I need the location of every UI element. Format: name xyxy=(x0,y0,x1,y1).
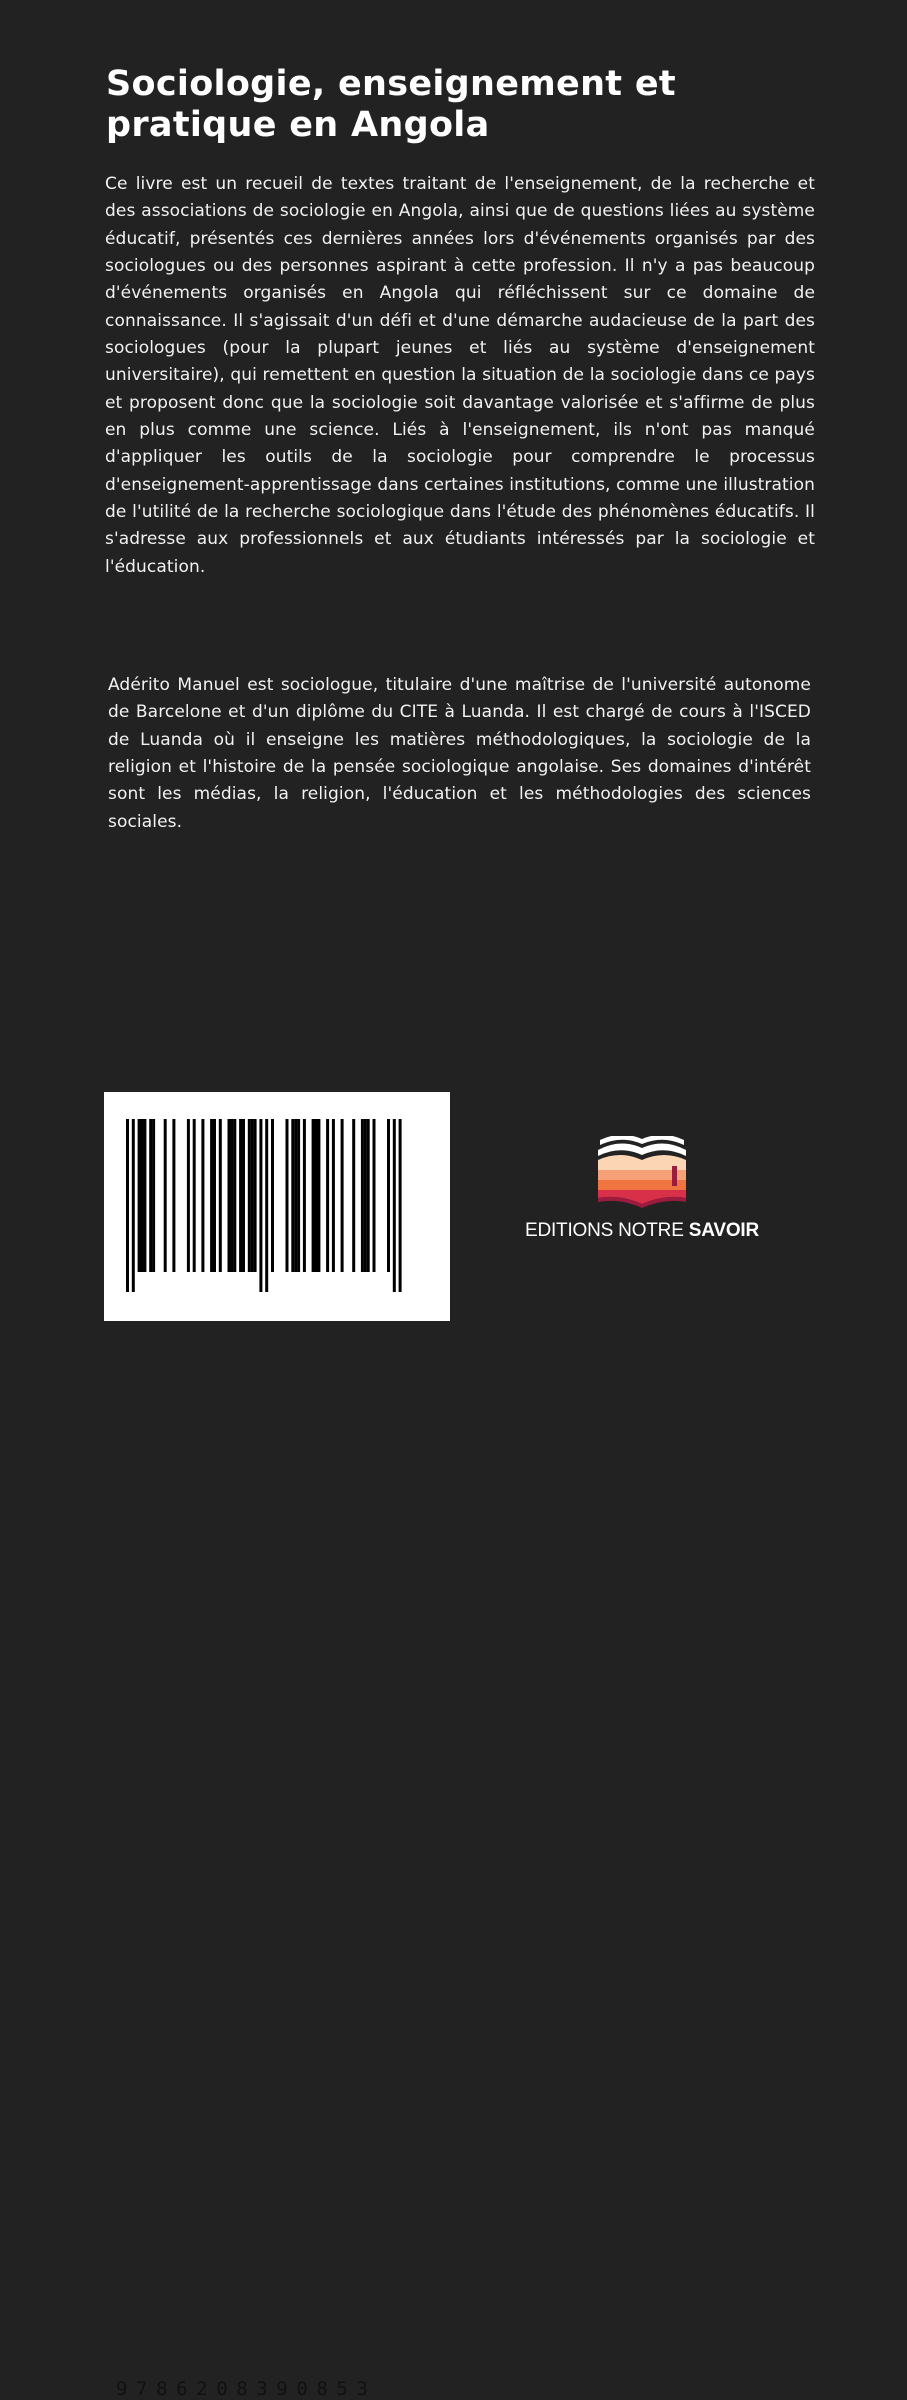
barcode-bar xyxy=(259,1119,262,1292)
author-bio: Adérito Manuel est sociologue, titulaire d'une maîtrise de l'université autonome de Barcelone et d'un diplôme du CITE à Luanda. Il est chargé de cours à l'ISCED de Luanda où il enseigne les matières méthodologiques, la sociologie de la religion et l'histoire de la pensée sociologique angolaise. Ses domaines d'intérêt sont les médias, la religion, l'éducation et les méthodologies des sciences sociales. xyxy=(108,675,811,832)
barcode-bar xyxy=(193,1119,196,1272)
publisher-name-regular: EDITIONS NOTRE xyxy=(524,1220,689,1241)
barcode-bar xyxy=(233,1119,236,1272)
barcode-bar xyxy=(248,1119,251,1272)
barcode-bar xyxy=(364,1119,367,1272)
barcode-bar xyxy=(265,1119,268,1292)
publisher-logo xyxy=(520,1136,764,1246)
barcode-bar xyxy=(317,1119,320,1272)
barcode-bar xyxy=(387,1119,390,1272)
barcode-bar xyxy=(352,1119,355,1272)
book-title: Sociologie, enseignement et pratique en Angola xyxy=(106,64,676,145)
isbn-digits: 9786208390853 xyxy=(116,2378,377,2400)
barcode-bar xyxy=(141,1119,144,1272)
barcode-bar xyxy=(286,1119,289,1272)
barcode-bar xyxy=(303,1119,306,1272)
barcode-bar xyxy=(341,1119,344,1272)
barcode-bar xyxy=(271,1119,274,1272)
barcode-bar xyxy=(361,1119,364,1272)
barcode-bar xyxy=(312,1119,315,1272)
publisher-name xyxy=(520,1220,764,1242)
book-summary: Ce livre est un recueil de textes traitant de l'enseignement, de la recherche et des associations de sociologie en Angola, ainsi que de questions liées au système éducatif, présentés ces dernières années lors d'événements organisés par des sociologues ou des personnes aspirant à cette profession. Il n'y a pas beaucoup d'événements organisés en Angola qui réfléchissent sur ce domaine de connaissance. Il s'agissait d'un défi et d'une démarche audacieuse de la part des sociologues (pour la plupart jeunes et liés au système d'enseignement universitaire), qui remettent en question la situation de la sociologie dans ce pays et proposent donc que la sociologie soit davantage valorisée et s'affirme de plus en plus comme une science. Liés à l'enseignement, ils n'ont pas manqué d'appliquer les outils de la sociologie pour comprendre le processus d'enseignement-apprentissage dans certaines institutions, comme une illustration de l'utilité de la recherche sociologique dans l'étude des phénomènes éducatifs. Il s'adresse aux professionnels et aux étudiants intéressés par la sociologie et l'éducation. xyxy=(105,174,815,577)
barcode-bar xyxy=(373,1119,376,1272)
barcode-bar xyxy=(126,1119,129,1292)
barcode-bar xyxy=(239,1119,242,1272)
barcode-bar xyxy=(230,1119,233,1272)
open-book-icon xyxy=(594,1136,690,1216)
barcode-bar xyxy=(172,1119,175,1272)
barcode xyxy=(104,1092,450,2400)
barcode-bar xyxy=(399,1119,402,1292)
barcode-bar xyxy=(294,1119,297,1272)
barcode-bar xyxy=(291,1119,294,1272)
barcode-bar xyxy=(138,1119,141,1272)
barcode-bar xyxy=(149,1119,152,1272)
barcode-bar xyxy=(315,1119,318,1272)
barcode-bar xyxy=(143,1119,146,1272)
barcode-bar xyxy=(251,1119,254,1272)
barcode-bar xyxy=(332,1119,335,1272)
barcode-bar xyxy=(201,1119,204,1272)
barcode-bar xyxy=(132,1119,135,1292)
barcode-bar xyxy=(213,1119,216,1272)
barcode-bars xyxy=(104,1092,450,1321)
barcode-bar xyxy=(297,1119,300,1272)
barcode-bar xyxy=(393,1119,396,1292)
barcode-bar xyxy=(367,1119,370,1272)
publisher-name-bold: SAVOIR xyxy=(688,1220,760,1241)
barcode-bar xyxy=(254,1119,257,1272)
barcode-bar xyxy=(326,1119,329,1272)
barcode-bar xyxy=(219,1119,222,1272)
barcode-bar xyxy=(228,1119,231,1272)
barcode-bar xyxy=(164,1119,167,1272)
barcode-bar xyxy=(242,1119,245,1272)
barcode-bar xyxy=(187,1119,190,1272)
barcode-bar xyxy=(152,1119,155,1272)
barcode-bar xyxy=(210,1119,213,1272)
